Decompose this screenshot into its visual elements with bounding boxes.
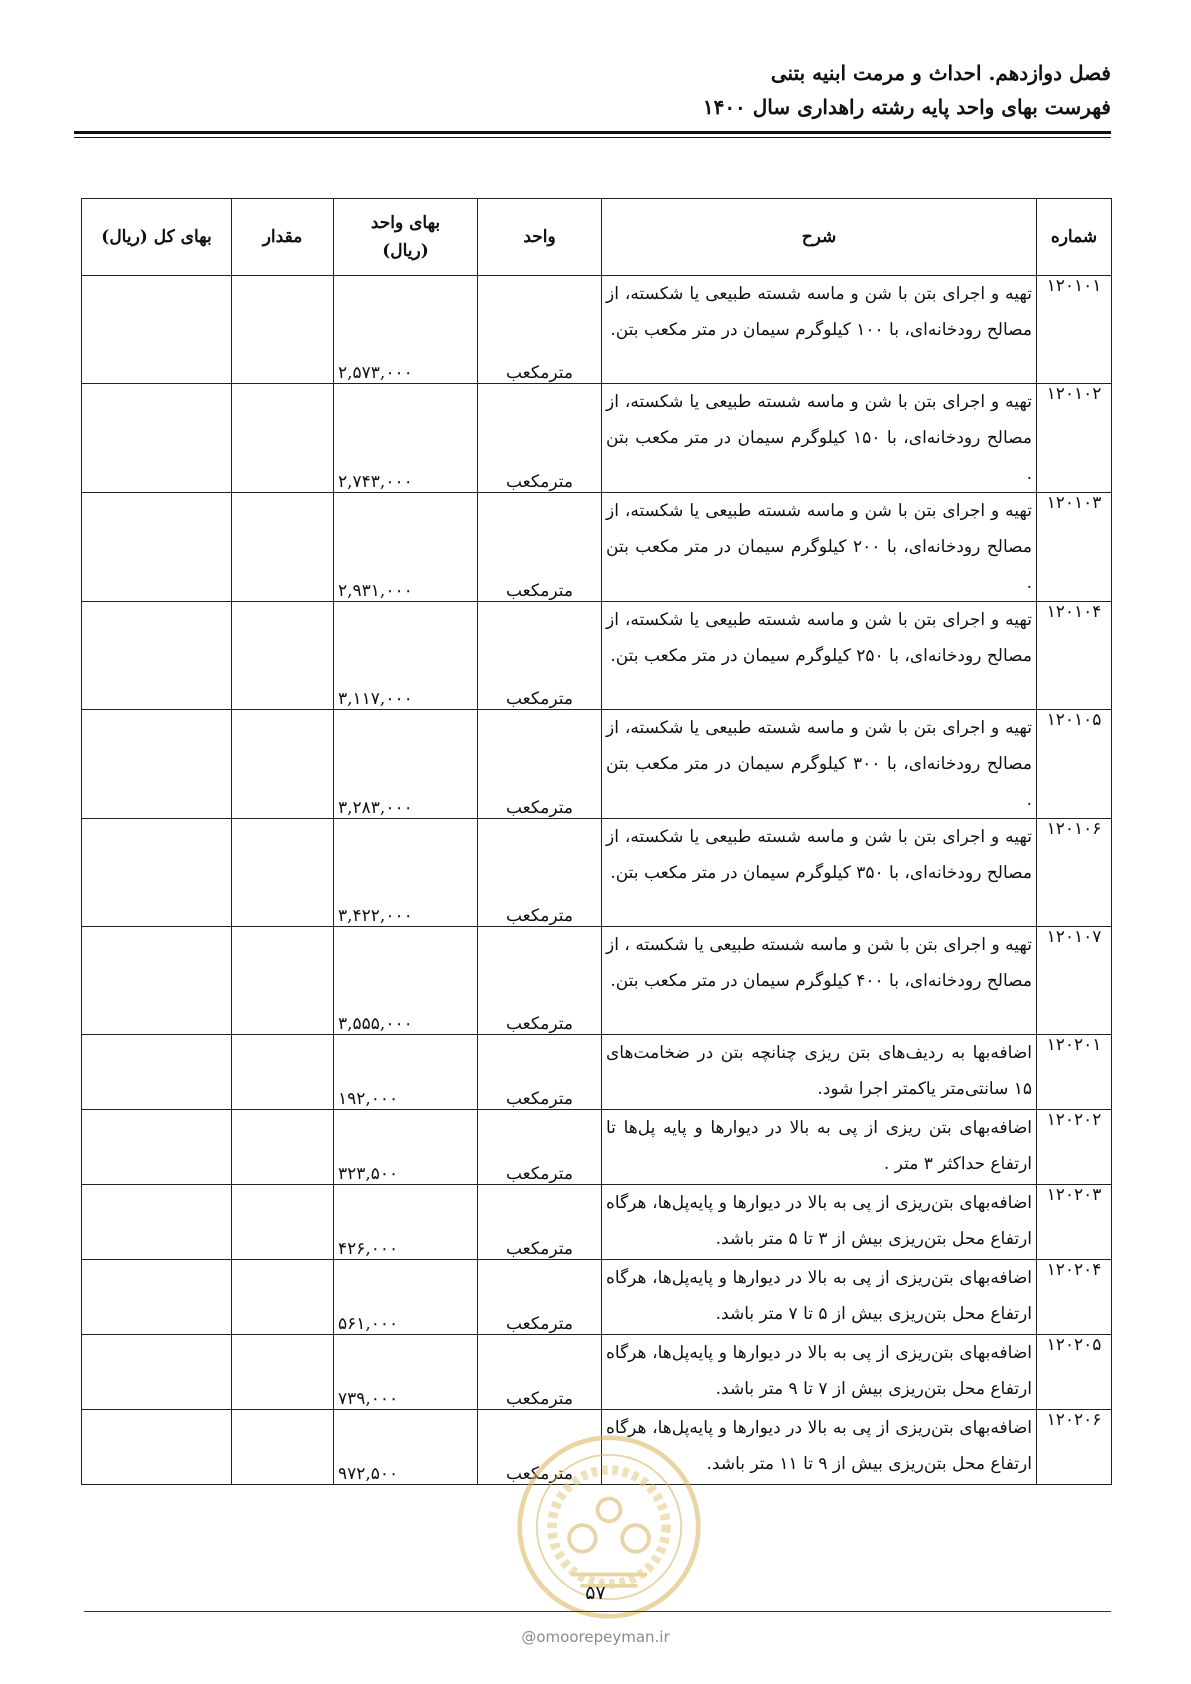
row-unit-price: ۲,۵۷۳,۰۰۰ (334, 276, 478, 384)
header-unit-price (334, 199, 478, 276)
row-description: اضافه‌بهای بتن‌ریزی از پی به بالا در دیوارها و پایه‌پل‌ها، هرگاه ارتفاع محل بتن‌ریزی بیش از ۳ تا ۵ متر باشد. (602, 1185, 1037, 1260)
row-unit: مترمکعب (478, 1410, 602, 1485)
row-description: اضافه‌بهای بتن‌ریزی از پی به بالا در دیوارها و پایه‌پل‌ها، هرگاه ارتفاع محل بتن‌ریزی بیش از ۹ تا ۱۱ متر باشد. (602, 1410, 1037, 1485)
row-code: ۱۲۰۱۰۷ (1037, 927, 1112, 1035)
page-header (74, 56, 1111, 124)
watermark-url: @omoorepeyman.ir (521, 1628, 670, 1646)
row-description: تهیه و اجرای بتن با شن و ماسه شسته طبیعی یا شکسته ، از مصالح رودخانه‌ای، با ۴۰۰ کیلوگرم سیمان در متر مکعب بتن. (602, 927, 1037, 1035)
table-row (82, 819, 1112, 927)
row-code: ۱۲۰۱۰۱ (1037, 276, 1112, 384)
row-quantity (232, 384, 334, 493)
table-row (82, 1260, 1112, 1335)
row-description: تهیه و اجرای بتن با شن و ماسه شسته طبیعی یا شکسته، از مصالح رودخانه‌ای، با ۲۵۰ کیلوگرم سیمان در متر مکعب بتن. (602, 602, 1037, 710)
header-code: شماره (1037, 199, 1112, 276)
row-description: تهیه و اجرای بتن با شن و ماسه شسته طبیعی یا شکسته، از مصالح رودخانه‌ای، با ۱۵۰ کیلوگرم سیمان در متر مکعب بتن . (602, 384, 1037, 493)
row-total (82, 1185, 232, 1260)
row-unit: مترمکعب (478, 1335, 602, 1410)
row-quantity (232, 710, 334, 819)
row-code: ۱۲۰۲۰۶ (1037, 1410, 1112, 1485)
table-row (82, 1035, 1112, 1110)
row-unit-price: ۵۶۱,۰۰۰ (334, 1260, 478, 1335)
table-row (82, 1110, 1112, 1185)
row-unit-price: ۱۹۲,۰۰۰ (334, 1035, 478, 1110)
row-quantity (232, 1335, 334, 1410)
row-total (82, 1110, 232, 1185)
chapter-title: فصل دوازدهم. احداث و مرمت ابنیه بتنی (770, 61, 1111, 85)
row-quantity (232, 602, 334, 710)
row-total (82, 1260, 232, 1335)
row-code: ۱۲۰۱۰۴ (1037, 602, 1112, 710)
document-subtitle: فهرست بهای واحد پایه رشته راهداری سال ۱۴۰۰ (702, 95, 1111, 119)
row-quantity (232, 1260, 334, 1335)
row-total (82, 1335, 232, 1410)
row-unit-price: ۳,۲۸۳,۰۰۰ (334, 710, 478, 819)
row-code: ۱۲۰۲۰۲ (1037, 1110, 1112, 1185)
row-quantity (232, 1185, 334, 1260)
row-total (82, 1410, 232, 1485)
row-description: تهیه و اجرای بتن با شن و ماسه شسته طبیعی یا شکسته، از مصالح رودخانه‌ای، با ۳۰۰ کیلوگرم سیمان در متر مکعب بتن . (602, 710, 1037, 819)
row-quantity (232, 493, 334, 602)
table-row (82, 710, 1112, 819)
row-quantity (232, 819, 334, 927)
row-total (82, 602, 232, 710)
price-list-table (81, 198, 1112, 1485)
row-unit-price: ۳,۴۲۲,۰۰۰ (334, 819, 478, 927)
table-row (82, 1335, 1112, 1410)
header-total: بهای کل (ریال) (82, 199, 232, 276)
row-code: ۱۲۰۲۰۱ (1037, 1035, 1112, 1110)
row-code: ۱۲۰۱۰۶ (1037, 819, 1112, 927)
row-unit: مترمکعب (478, 1035, 602, 1110)
row-description: تهیه و اجرای بتن با شن و ماسه شسته طبیعی یا شکسته، از مصالح رودخانه‌ای، با ۳۵۰ کیلوگرم سیمان در متر مکعب بتن. (602, 819, 1037, 927)
row-unit: مترمکعب (478, 602, 602, 710)
row-unit-price: ۷۳۹,۰۰۰ (334, 1335, 478, 1410)
row-total (82, 1035, 232, 1110)
row-unit: مترمکعب (478, 384, 602, 493)
row-quantity (232, 1410, 334, 1485)
table-header-row (82, 199, 1112, 276)
row-quantity (232, 1110, 334, 1185)
row-unit-price: ۹۷۲,۵۰۰ (334, 1410, 478, 1485)
row-unit-price: ۳,۵۵۵,۰۰۰ (334, 927, 478, 1035)
row-total (82, 384, 232, 493)
row-unit-price: ۴۲۶,۰۰۰ (334, 1185, 478, 1260)
row-unit: مترمکعب (478, 819, 602, 927)
page-number: ۵۷ (585, 1582, 606, 1604)
header-unit-price-title: بهای واحد (370, 213, 441, 233)
row-code: ۱۲۰۱۰۳ (1037, 493, 1112, 602)
header-description: شرح (602, 199, 1037, 276)
row-code: ۱۲۰۱۰۲ (1037, 384, 1112, 493)
header-rule-thick (74, 131, 1111, 134)
row-description: اضافه‌بها به ردیف‌های بتن ریزی چنانچه بتن در ضخامت‌های ۱۵ سانتی‌متر یاکمتر اجرا شود. (602, 1035, 1037, 1110)
header-quantity: مقدار (232, 199, 334, 276)
row-total (82, 819, 232, 927)
row-quantity (232, 276, 334, 384)
row-unit: مترمکعب (478, 493, 602, 602)
footer-rule (84, 1611, 1111, 1612)
table-row (82, 1185, 1112, 1260)
row-unit: مترمکعب (478, 1260, 602, 1335)
header-rule-thin (74, 137, 1111, 138)
row-unit: مترمکعب (478, 276, 602, 384)
row-code: ۱۲۰۲۰۵ (1037, 1335, 1112, 1410)
row-unit: مترمکعب (478, 710, 602, 819)
row-description: تهیه و اجرای بتن با شن و ماسه شسته طبیعی یا شکسته، از مصالح رودخانه‌ای، با ۲۰۰ کیلوگرم سیمان در متر مکعب بتن . (602, 493, 1037, 602)
row-unit: مترمکعب (478, 1185, 602, 1260)
row-quantity (232, 927, 334, 1035)
row-unit-price: ۳,۱۱۷,۰۰۰ (334, 602, 478, 710)
row-unit: مترمکعب (478, 927, 602, 1035)
row-total (82, 493, 232, 602)
row-total (82, 276, 232, 384)
row-total (82, 927, 232, 1035)
row-unit-price: ۳۲۳,۵۰۰ (334, 1110, 478, 1185)
table-row (82, 276, 1112, 384)
table-row (82, 493, 1112, 602)
row-description: تهیه و اجرای بتن با شن و ماسه شسته طبیعی یا شکسته، از مصالح رودخانه‌ای، با ۱۰۰ کیلوگرم سیمان در متر مکعب بتن. (602, 276, 1037, 384)
table-row (82, 602, 1112, 710)
row-unit-price: ۲,۷۴۳,۰۰۰ (334, 384, 478, 493)
row-code: ۱۲۰۲۰۴ (1037, 1260, 1112, 1335)
row-total (82, 710, 232, 819)
row-unit-price: ۲,۹۳۱,۰۰۰ (334, 493, 478, 602)
row-unit: مترمکعب (478, 1110, 602, 1185)
header-unit: واحد (478, 199, 602, 276)
table-row (82, 384, 1112, 493)
table-row (82, 927, 1112, 1035)
header-unit-price-currency: (ریال) (382, 241, 429, 261)
row-code: ۱۲۰۱۰۵ (1037, 710, 1112, 819)
row-code: ۱۲۰۲۰۳ (1037, 1185, 1112, 1260)
row-quantity (232, 1035, 334, 1110)
row-description: اضافه‌بهای بتن‌ریزی از پی به بالا در دیوارها و پایه‌پل‌ها، هرگاه ارتفاع محل بتن‌ریزی بیش از ۷ تا ۹ متر باشد. (602, 1335, 1037, 1410)
row-description: اضافه‌بهای بتن ریزی از پی به بالا در دیوارها و پایه پل‌ها تا ارتفاع حداکثر ۳ متر . (602, 1110, 1037, 1185)
row-description: اضافه‌بهای بتن‌ریزی از پی به بالا در دیوارها و پایه‌پل‌ها، هرگاه ارتفاع محل بتن‌ریزی بیش از ۵ تا ۷ متر باشد. (602, 1260, 1037, 1335)
